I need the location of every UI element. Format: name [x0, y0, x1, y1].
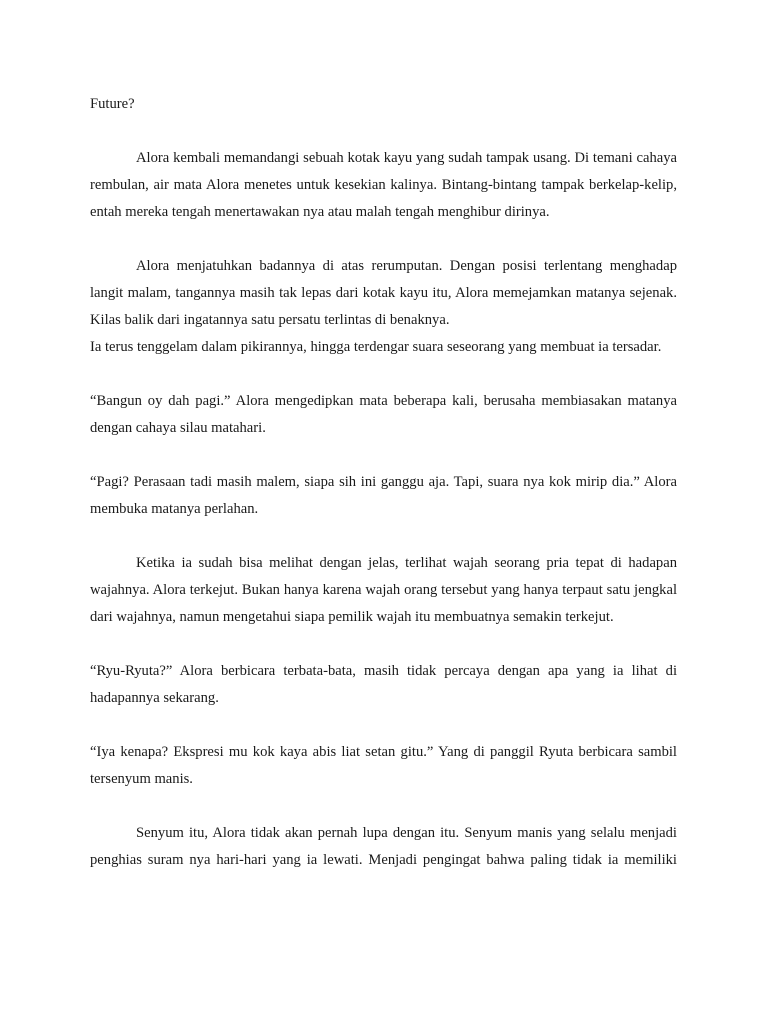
paragraph: Ia terus tenggelam dalam pikirannya, hingga terdengar suara seseorang yang membuat ia tersadar. [90, 339, 662, 355]
document-page [90, 91, 677, 874]
paragraph: Alora kembali memandangi sebuah kotak kayu yang sudah tampak usang. Di temani cahaya rembulan, air mata Alora menetes untuk kesekian kalinya. Bintang-bintang tampak berkelap-kelip, entah mereka tengah menertawakan nya atau malah tengah menghibur dirinya. [90, 150, 677, 220]
paragraph: “Pagi? Perasaan tadi masih malem, siapa sih ini ganggu aja. Tapi, suara nya kok mirip dia.” Alora membuka matanya perlahan. [90, 474, 677, 517]
paragraph: Alora menjatuhkan badannya di atas rerumputan. Dengan posisi terlentang menghadap langit malam, tangannya masih tak lepas dari kotak kayu itu, Alora memejamkan matanya sejenak. Kilas balik dari ingatannya satu persatu terlintas di benaknya. [90, 258, 677, 328]
paragraph: Senyum itu, Alora tidak akan pernah lupa dengan itu. Senyum manis yang selalu menjadi penghias suram nya hari-hari yang ia lewati. Menjadi pengingat bahwa paling tidak ia memiliki [90, 825, 677, 868]
paragraph: “Ryu-Ryuta?” Alora berbicara terbata-bata, masih tidak percaya dengan apa yang ia lihat di hadapannya sekarang. [90, 663, 677, 706]
document-title: Future? [90, 96, 135, 112]
paragraph: “Bangun oy dah pagi.” Alora mengedipkan mata beberapa kali, berusaha membiasakan matanya dengan cahaya silau matahari. [90, 393, 677, 436]
paragraph: “Iya kenapa? Ekspresi mu kok kaya abis liat setan gitu.” Yang di panggil Ryuta berbicara sambil tersenyum manis. [90, 744, 677, 787]
document-body [90, 145, 677, 874]
paragraph: Ketika ia sudah bisa melihat dengan jelas, terlihat wajah seorang pria tepat di hadapan wajahnya. Alora terkejut. Bukan hanya karena wajah orang tersebut yang hanya terpaut satu jengkal dari wajahnya, namun mengetahui siapa pemilik wajah itu membuatnya semakin terkejut. [90, 555, 677, 625]
